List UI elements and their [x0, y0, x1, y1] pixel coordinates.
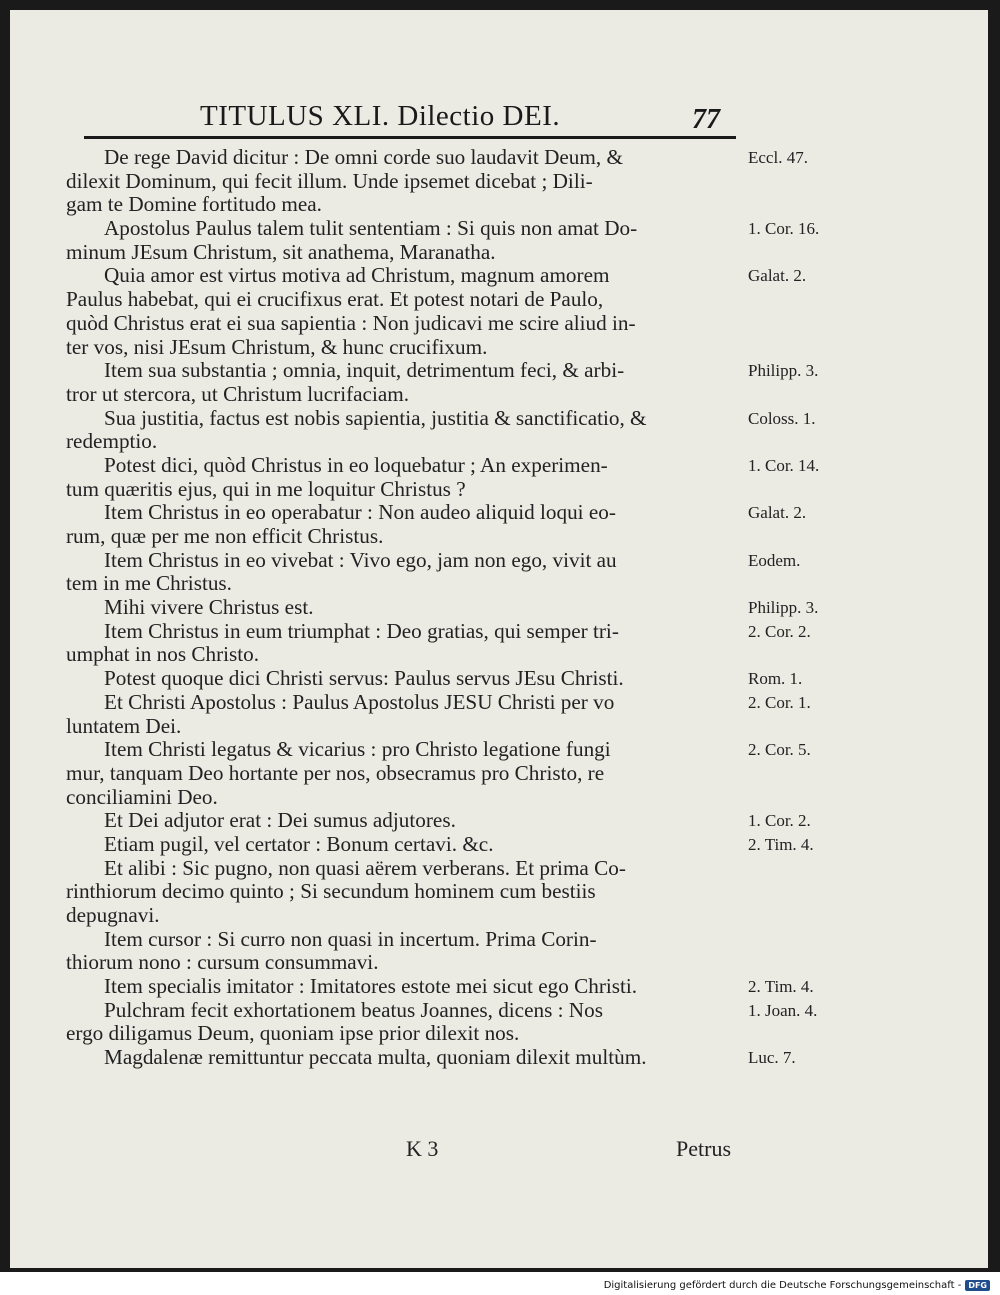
header-rule	[84, 136, 736, 139]
text-line: conciliamini Deo.	[66, 784, 218, 809]
margin-reference	[748, 928, 858, 952]
text-line: luntatem Dei.	[66, 713, 182, 738]
margin-reference	[748, 857, 858, 881]
text-line: Potest dici, quòd Christus in eo loquebatur ; An experimen-	[104, 452, 608, 477]
text-line: ergo diligamus Deum, quoniam ipse prior dilexit nos.	[66, 1021, 520, 1046]
text-line: Paulus habebat, qui ei crucifixus erat. Et potest notari de Paulo,	[66, 287, 604, 312]
margin-reference	[748, 762, 858, 786]
text-line: Item Christus in eo operabatur : Non audeo aliquid loqui eo-	[104, 500, 616, 525]
text-line: Pulchram fecit exhortationem beatus Joannes, dicens : Nos	[104, 997, 603, 1022]
margin-reference: Eodem.	[748, 550, 801, 570]
text-line: Potest quoque dici Christi servus: Paulus servus JEsu Christi.	[104, 666, 624, 691]
margin-reference: 2. Cor. 2.	[748, 621, 811, 641]
margin-reference	[748, 951, 858, 975]
text-line: Item specialis imitator : Imitatores estote mei sicut ego Christi.	[104, 974, 638, 999]
text-line: tror ut stercora, ut Christum lucrifaciam.	[66, 381, 410, 406]
credit-text: Digitalisierung gefördert durch die Deutsche Forschungsgemeinschaft -	[603, 1279, 962, 1291]
text-line: Mihi vivere Christus est.	[104, 595, 314, 620]
margin-reference: 1. Cor. 16.	[748, 219, 820, 239]
text-line: dilexit Dominum, qui fecit illum. Unde ipsemet dicebat ; Dili-	[66, 168, 593, 193]
text-line: Apostolus Paulus talem tulit sententiam : Si quis non amat Do-	[104, 216, 638, 241]
text-line: quòd Christus erat ei sua sapientia : Non judicavi me scire aliud in-	[66, 310, 636, 335]
text-line: gam te Domine fortitudo mea.	[66, 192, 322, 217]
margin-reference	[748, 336, 858, 360]
running-header	[200, 100, 740, 140]
text-line: minum JEsum Christum, sit anathema, Maranatha.	[66, 239, 496, 264]
text-line: umphat in nos Christo.	[66, 642, 260, 667]
text-line: Item Christus in eum triumphat : Deo gratias, qui semper tri-	[104, 618, 619, 643]
catchword: Petrus	[676, 1136, 731, 1161]
margin-reference: Galat. 2.	[748, 503, 807, 523]
text-line: Magdalenæ remittuntur peccata multa, quoniam dilexit multùm.	[104, 1045, 647, 1070]
text-line: mur, tanquam Deo hortante per nos, obsecramus pro Christo, re	[66, 760, 605, 785]
text-line: depugnavi.	[66, 903, 160, 927]
text-line: Item sua substantia ; omnia, inquit, detrimentum feci, & arbi-	[104, 358, 625, 383]
margin-reference: 1. Joan. 4.	[748, 1000, 818, 1020]
digitization-credit	[604, 1278, 990, 1292]
margin-reference	[748, 572, 858, 596]
margin-reference: 2. Cor. 5.	[748, 740, 811, 760]
margin-reference: 1. Cor. 2.	[748, 811, 811, 831]
margin-reference	[748, 430, 858, 454]
margin-reference: Luc. 7.	[748, 1048, 796, 1068]
text-line: Et Christi Apostolus : Paulus Apostolus JESU Christi per vo	[104, 689, 615, 714]
signature-mark: K 3	[406, 1136, 439, 1161]
text-line: tem in me Christus.	[66, 571, 232, 596]
text-line: ter vos, nisi JEsum Christum, & hunc crucifixum.	[66, 334, 488, 359]
margin-reference	[748, 193, 858, 217]
text-line: thiorum nono : cursum consummavi.	[66, 950, 379, 975]
margin-reference	[748, 643, 858, 667]
page-number: 77	[692, 104, 720, 135]
text-line: Quia amor est virtus motiva ad Christum, magnum amorem	[104, 263, 610, 288]
page-footer	[0, 1136, 1000, 1166]
dfg-logo: DFG	[965, 1280, 990, 1291]
margin-reference	[748, 1022, 858, 1046]
margin-reference: Philipp. 3.	[748, 361, 819, 381]
margin-reference	[748, 288, 858, 312]
text-line: redemptio.	[66, 429, 158, 454]
margin-reference	[748, 880, 858, 904]
text-line: Item Christus in eo vivebat : Vivo ego, jam non ego, vivit au	[104, 547, 617, 572]
text-line: rinthiorum decimo quinto ; Si secundum hominem cum bestiis	[66, 879, 596, 904]
margin-reference	[748, 904, 858, 928]
margin-reference	[748, 478, 858, 502]
margin-reference	[748, 786, 858, 810]
header-title: TITULUS XLI. Dilectio DEI.	[200, 100, 561, 132]
text-line: Item Christi legatus & vicarius : pro Christo legatione fungi	[104, 737, 611, 762]
margin-reference: 2. Tim. 4.	[748, 834, 814, 854]
text-line: Sua justitia, factus est nobis sapientia, justitia & sanctificatio, &	[104, 405, 647, 430]
text-line: tum quæritis ejus, qui in me loquitur Christus ?	[66, 476, 466, 501]
margin-references	[748, 146, 858, 1070]
text-line: Et Dei adjutor erat : Dei sumus adjutores.	[104, 808, 456, 833]
text-line: Item cursor : Si curro non quasi in incertum. Prima Corin-	[104, 926, 597, 951]
margin-reference	[748, 715, 858, 739]
margin-reference	[748, 312, 858, 336]
margin-reference: Coloss. 1.	[748, 408, 816, 428]
margin-reference: Eccl. 47.	[748, 148, 808, 167]
margin-reference: Rom. 1.	[748, 669, 803, 689]
margin-reference	[748, 170, 858, 194]
margin-reference	[748, 525, 858, 549]
margin-reference: 2. Cor. 1.	[748, 692, 811, 712]
margin-reference	[748, 241, 858, 265]
margin-reference: 2. Tim. 4.	[748, 977, 814, 997]
main-text	[66, 146, 746, 1070]
text-line: De rege David dicitur : De omni corde suo laudavit Deum, &	[104, 145, 623, 169]
margin-reference: Galat. 2.	[748, 266, 807, 286]
margin-reference	[748, 383, 858, 407]
margin-reference: Philipp. 3.	[748, 598, 819, 618]
margin-reference: 1. Cor. 14.	[748, 455, 820, 475]
text-line: rum, quæ per me non efficit Christus.	[66, 524, 384, 548]
text-line: Et alibi : Sic pugno, non quasi aërem verberans. Et prima Co-	[104, 855, 626, 880]
text-line: Etiam pugil, vel certator : Bonum certavi. &c.	[104, 831, 494, 856]
